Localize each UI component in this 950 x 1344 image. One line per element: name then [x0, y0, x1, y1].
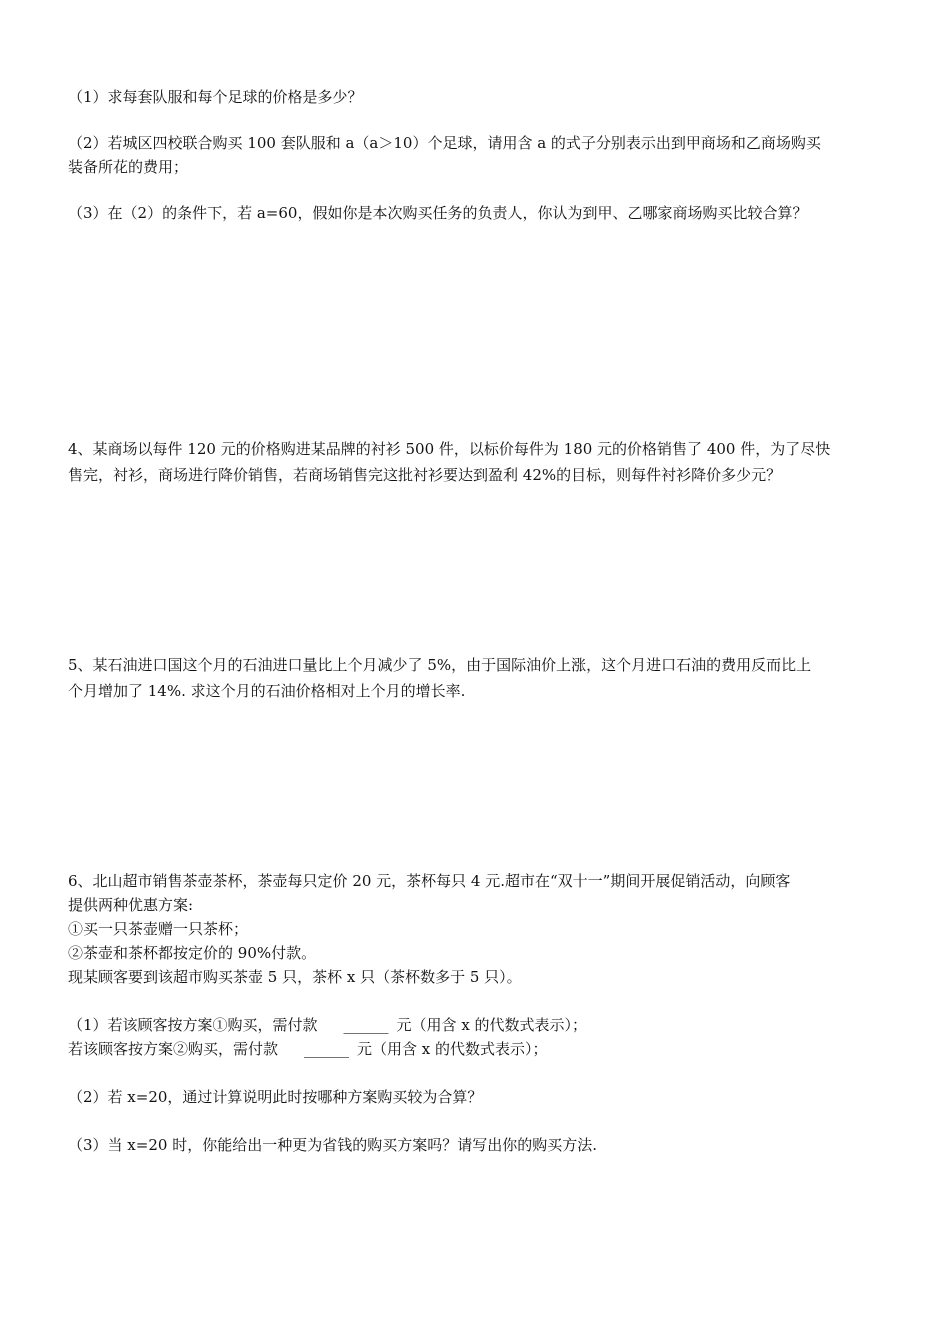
q6-part1-a-suffix: 元（用含 x 的代数式表示）；: [396, 1016, 588, 1034]
q6-part1-a-blank: ______: [343, 1016, 389, 1034]
q6-line2: 提供两种优惠方案:: [68, 896, 194, 914]
q6-line1: 6、北山超市销售茶壶茶杯，茶壶每只定价 20 元，茶杯每只 4 元.超市在“双十一”期间开展促销活动，向顾客: [68, 872, 791, 890]
q6-part2: （2）若 x=20，通过计算说明此时按哪种方案购买较为合算？: [68, 1088, 483, 1106]
q4-line2: 售完，衬衫，商场进行降价销售，若商场销售完这批衬衫要达到盈利 42%的目标，则每件衬衫降价多少元？: [68, 466, 782, 484]
q4-line1: 4、某商场以每件 120 元的价格购进某品牌的衬衫 500 件，以标价每件为 180 元的价格销售了 400 件，为了尽快: [68, 440, 831, 458]
q6-part3: （3）当 x=20 时，你能给出一种更为省钱的购买方案吗？请写出你的购买方法.: [68, 1136, 597, 1154]
q6-part1-a: [68, 1014, 898, 1036]
q6-line5: 现某顾客要到该超市购买茶壶 5 只，茶杯 x 只（茶杯数多于 5 只）。: [68, 968, 522, 986]
q3-part3: （3）在（2）的条件下，若 a=60，假如你是本次购买任务的负责人，你认为到甲、乙哪家商场购买比较合算？: [68, 204, 808, 222]
q3-part2-line2: 装备所花的费用；: [68, 158, 189, 176]
q6-part1-b-suffix: 元（用含 x 的代数式表示）；: [357, 1040, 548, 1058]
q3-part2-line1: （2）若城区四校联合购买 100 套队服和 a（a＞10）个足球，请用含 a 的式子分别表示出到甲商场和乙商场购买: [68, 134, 821, 152]
q6-part1-b-blank: ______: [304, 1040, 350, 1058]
q6-option2: ②茶壶和茶杯都按定价的 90%付款。: [68, 944, 317, 962]
q6-part1-b-prefix: 若该顾客按方案②购买，需付款: [68, 1040, 279, 1058]
q5-line1: 5、某石油进口国这个月的石油进口量比上个月减少了 5%，由于国际油价上涨，这个月进口石油的费用反而比上: [68, 656, 812, 674]
q6-part1-a-prefix: （1）若该顾客按方案①购买，需付款: [68, 1016, 318, 1034]
q6-option1: ①买一只茶壶赠一只茶杯；: [68, 920, 249, 938]
q3-part1: （1）求每套队服和每个足球的价格是多少？: [68, 88, 363, 106]
q5-line2: 个月增加了 14%. 求这个月的石油价格相对上个月的增长率.: [68, 682, 466, 700]
q6-part1-b: [68, 1038, 898, 1060]
